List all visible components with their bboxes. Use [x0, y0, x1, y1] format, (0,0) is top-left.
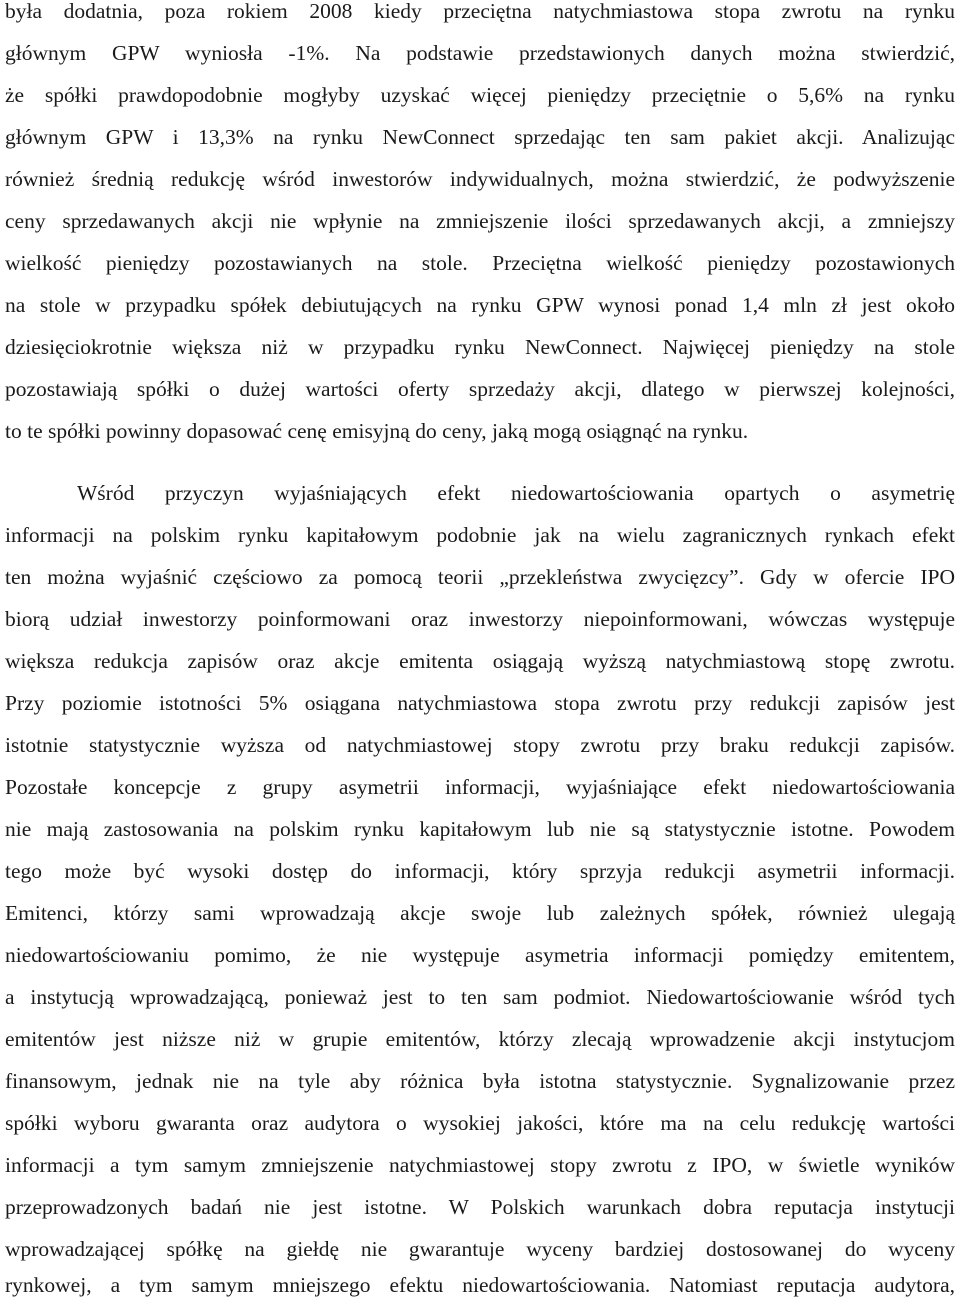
- text-line: biorą udział inwestorzy poinformowani oraz inwestorzy niepoinformowani, wówczas występuje: [5, 607, 955, 631]
- text-line: finansowym, jednak nie na tyle aby różnica była istotna statystycznie. Sygnalizowanie przez: [5, 1069, 955, 1093]
- text-line: głównym GPW i 13,3% na rynku NewConnect sprzedając ten sam pakiet akcji. Analizując: [5, 125, 955, 149]
- text-line: niedowartościowaniu pomimo, że nie występuje asymetria informacji pomiędzy emitentem,: [5, 943, 955, 967]
- text-line: pozostawiają spółki o dużej wartości oferty sprzedaży akcji, dlatego w pierwszej kolejności,: [5, 377, 955, 401]
- text-line: informacji na polskim rynku kapitałowym podobnie jak na wielu zagranicznych rynkach efekt: [5, 523, 955, 547]
- text-line: na stole w przypadku spółek debiutujących na rynku GPW wynosi ponad 1,4 mln zł jest około: [5, 293, 955, 317]
- text-line: nie mają zastosowania na polskim rynku kapitałowym lub nie są statystycznie istotne. Powodem: [5, 817, 955, 841]
- text-line: rynkowej, a tym samym mniejszego efektu niedowartościowania. Natomiast reputacja audytora,: [5, 1273, 955, 1297]
- text-line: istotnie statystycznie wyższa od natychmiastowej stopy zwrotu przy braku redukcji zapisów.: [5, 733, 955, 757]
- text-line: spółki wyboru gwaranta oraz audytora o wysokiej jakości, które ma na celu redukcję wartości: [5, 1111, 955, 1135]
- text-line: Pozostałe koncepcje z grupy asymetrii informacji, wyjaśniające efekt niedowartościowania: [5, 775, 955, 799]
- text-line: Wśród przyczyn wyjaśniających efekt niedowartościowania opartych o asymetrię: [77, 481, 955, 505]
- text-line: również średnią redukcję wśród inwestorów indywidualnych, można stwierdzić, że podwyższenie: [5, 167, 955, 191]
- text-line: większa redukcja zapisów oraz akcje emitenta osiągają wyższą natychmiastową stopę zwrotu.: [5, 649, 955, 673]
- text-line: Przy poziomie istotności 5% osiągana natychmiastowa stopa zwrotu przy redukcji zapisów jest: [5, 691, 955, 715]
- text-line: tego może być wysoki dostęp do informacji, który sprzyja redukcji asymetrii informacji.: [5, 859, 955, 883]
- text-line: wielkość pieniędzy pozostawianych na stole. Przeciętna wielkość pieniędzy pozostawionych: [5, 251, 955, 275]
- text-line: ten można wyjaśnić częściowo za pomocą teorii „przekleństwa zwycięzcy”. Gdy w ofercie IPO: [5, 565, 955, 589]
- text-line: Emitenci, którzy sami wprowadzają akcje swoje lub zależnych spółek, również ulegają: [5, 901, 955, 925]
- text-line: informacji a tym samym zmniejszenie natychmiastowej stopy zwrotu z IPO, w świetle wyników: [5, 1153, 955, 1177]
- text-line: emitentów jest niższe niż w grupie emitentów, którzy zlecają wprowadzenie akcji instytucjom: [5, 1027, 955, 1051]
- text-line: była dodatnia, poza rokiem 2008 kiedy przeciętna natychmiastowa stopa zwrotu na rynku: [5, 0, 955, 23]
- text-line: ceny sprzedawanych akcji nie wpłynie na zmniejszenie ilości sprzedawanych akcji, a zmniejszy: [5, 209, 955, 233]
- text-line: głównym GPW wyniosła -1%. Na podstawie przedstawionych danych można stwierdzić,: [5, 41, 955, 65]
- text-line: to te spółki powinny dopasować cenę emisyjną do ceny, jaką mogą osiągnąć na rynku.: [5, 419, 749, 443]
- text-line: a instytucją wprowadzającą, ponieważ jest to ten sam podmiot. Niedowartościowanie wśród tych: [5, 985, 955, 1009]
- text-line: przeprowadzonych badań nie jest istotne. W Polskich warunkach dobra reputacja instytucji: [5, 1195, 955, 1219]
- text-line: dziesięciokrotnie większa niż w przypadku rynku NewConnect. Najwięcej pieniędzy na stole: [5, 335, 955, 359]
- text-line: że spółki prawdopodobnie mogłyby uzyskać więcej pieniędzy przeciętnie o 5,6% na rynku: [5, 83, 955, 107]
- text-line: wprowadzającej spółkę na giełdę nie gwarantuje wyceny bardziej dostosowanej do wyceny: [5, 1237, 955, 1261]
